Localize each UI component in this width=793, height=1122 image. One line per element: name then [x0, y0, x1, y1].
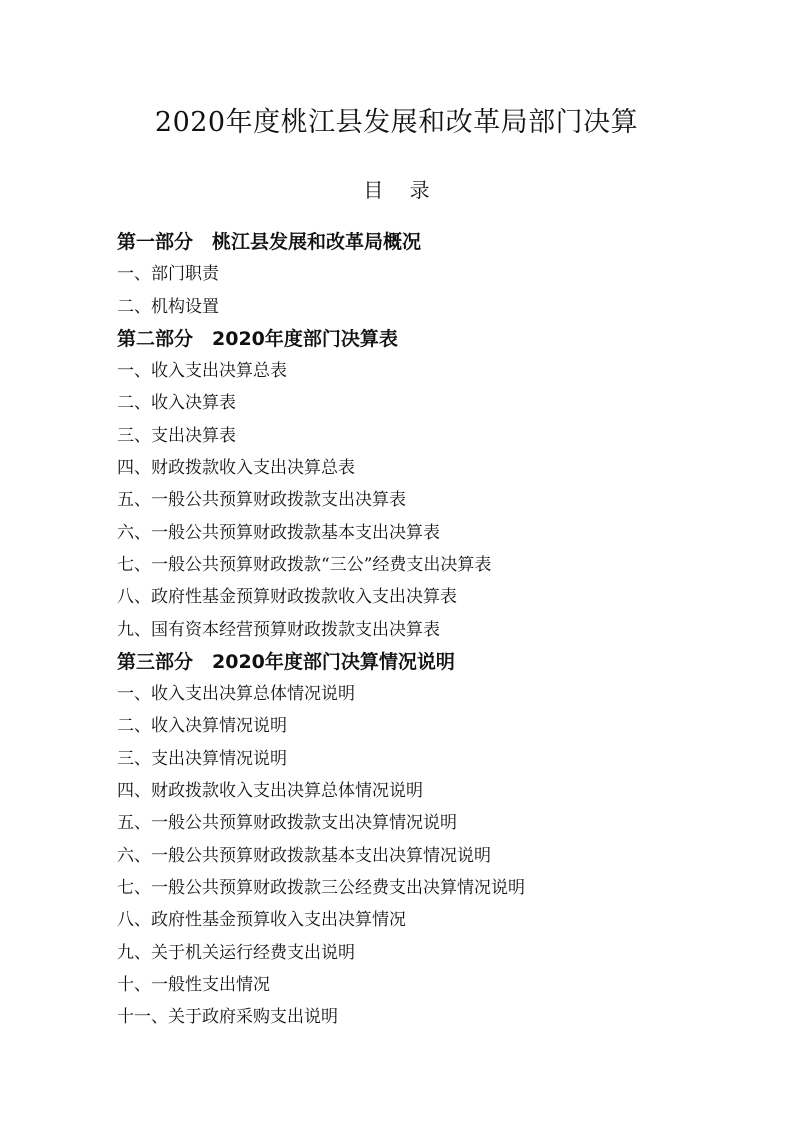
- toc-item: 十、一般性支出情况: [117, 974, 270, 995]
- toc-item: 四、财政拨款收入支出决算总表: [117, 458, 355, 479]
- toc-item: 五、一般公共预算财政拨款支出决算表: [117, 490, 406, 511]
- toc-item: 八、政府性基金预算财政拨款收入支出决算表: [117, 587, 457, 608]
- toc-item: 六、一般公共预算财政拨款基本支出决算表: [117, 522, 440, 543]
- toc-item: 三、支出决算情况说明: [117, 748, 287, 769]
- toc-item: 五、一般公共预算财政拨款支出决算情况说明: [117, 813, 457, 834]
- toc-item: 九、国有资本经营预算财政拨款支出决算表: [117, 619, 440, 640]
- toc-item: 一、收入支出决算总体情况说明: [117, 684, 355, 705]
- toc-item: 二、机构设置: [117, 296, 219, 317]
- toc-item: 六、一般公共预算财政拨款基本支出决算情况说明: [117, 845, 491, 866]
- toc-item: 一、部门职责: [117, 264, 219, 285]
- toc-item: 七、一般公共预算财政拨款“三公”经费支出决算表: [117, 554, 492, 575]
- toc-item: 十一、关于政府采购支出说明: [117, 1007, 338, 1028]
- toc-item: 八、政府性基金预算收入支出决算情况: [117, 910, 406, 931]
- toc-item: 三、支出决算表: [117, 425, 236, 446]
- document-title: 2020年度桃江县发展和改革局部门决算: [154, 107, 639, 138]
- toc-section-part-3: 第三部分 2020年度部门决算情况说明: [117, 650, 455, 673]
- toc-item: 九、关于机关运行经费支出说明: [117, 942, 355, 963]
- table-of-contents: [117, 226, 737, 1033]
- toc-section-part-2: 第二部分 2020年度部门决算表: [117, 327, 398, 350]
- toc-item: 七、一般公共预算财政拨款三公经费支出决算情况说明: [117, 877, 525, 898]
- toc-item: 一、收入支出决算总表: [117, 361, 287, 382]
- toc-item: 二、收入决算表: [117, 393, 236, 414]
- toc-item: 四、财政拨款收入支出决算总体情况说明: [117, 781, 423, 802]
- toc-item: 二、收入决算情况说明: [117, 716, 287, 737]
- toc-heading: 目 录: [363, 178, 440, 202]
- toc-section-part-1: 第一部分 桃江县发展和改革局概况: [117, 231, 422, 253]
